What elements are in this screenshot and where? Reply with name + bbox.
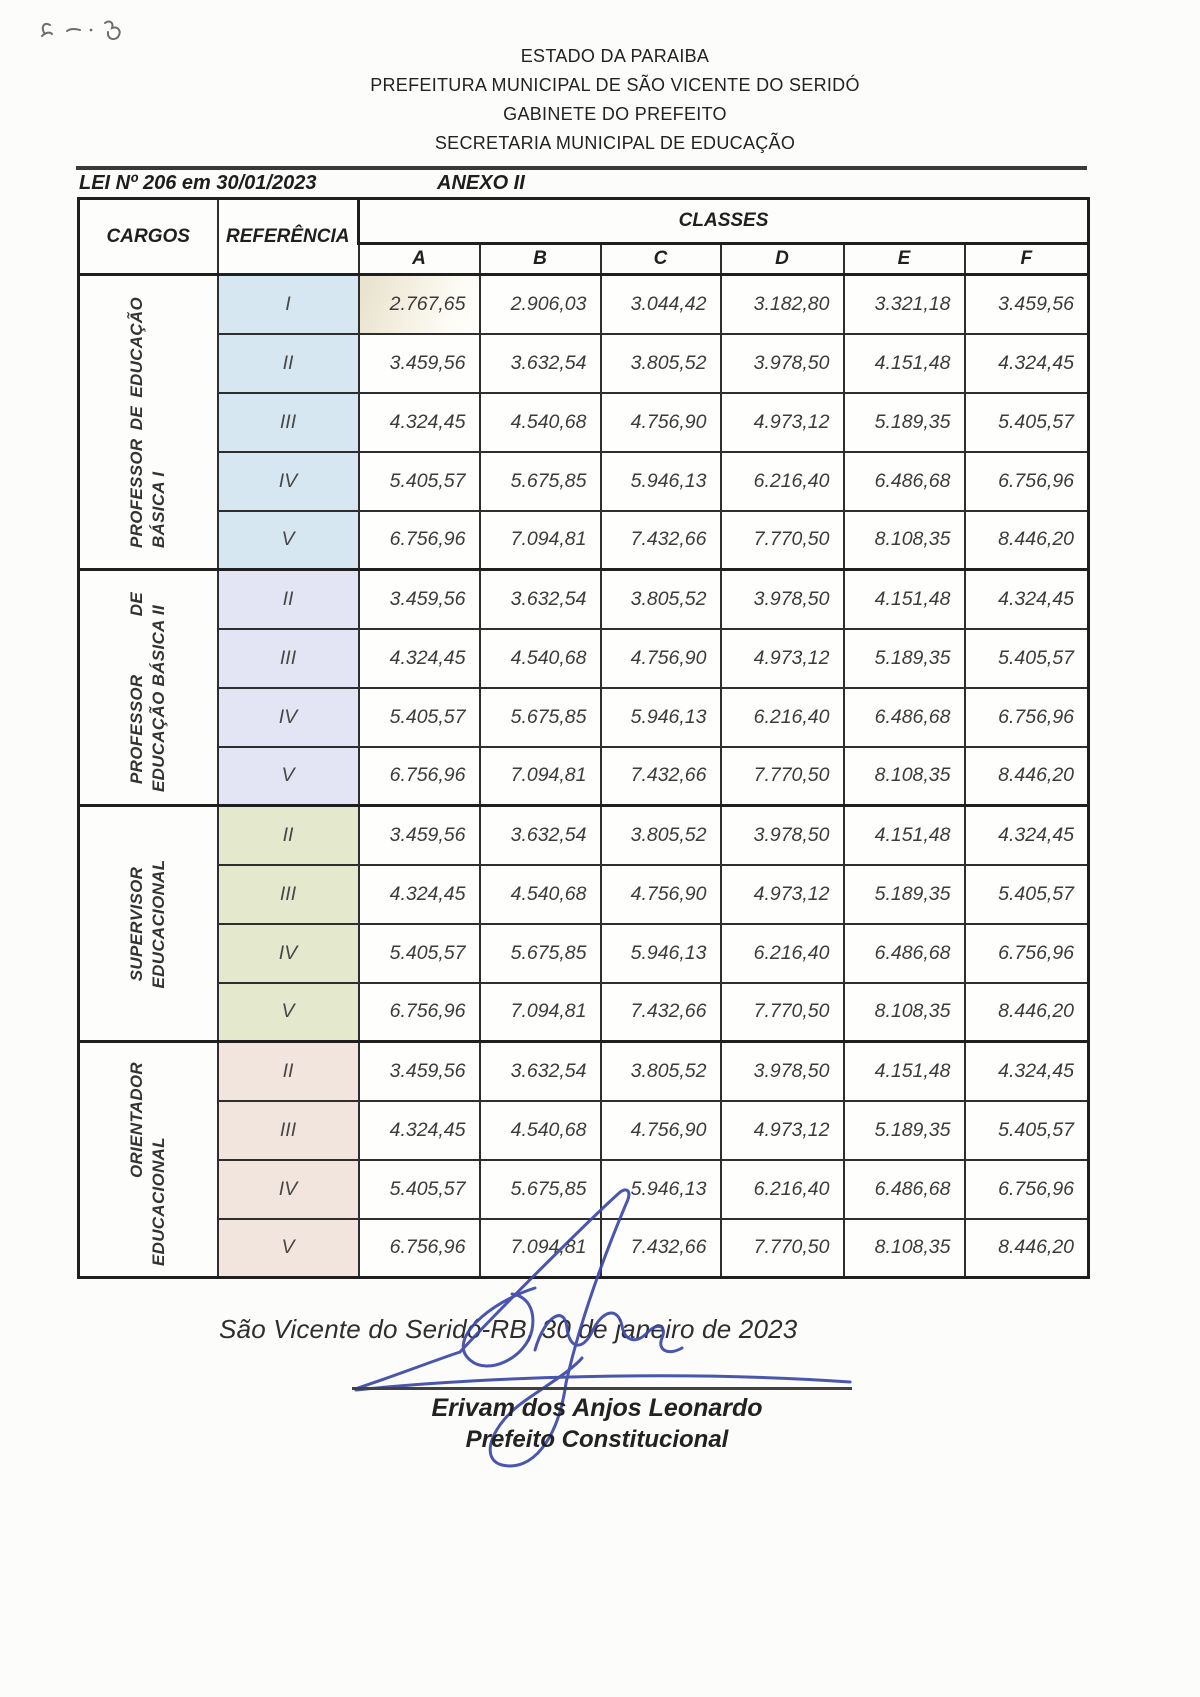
class-column-header-c: C xyxy=(601,244,721,275)
referencia-cell: II xyxy=(218,334,359,393)
salary-value-cell: 3.632,54 xyxy=(480,334,601,393)
salary-value-cell: 5.405,57 xyxy=(965,629,1089,688)
class-column-header-b: B xyxy=(480,244,601,275)
salary-value-cell: 6.216,40 xyxy=(721,924,844,983)
salary-value-cell: 3.459,56 xyxy=(359,1042,480,1101)
table-row xyxy=(79,1042,1089,1101)
salary-value-cell: 4.540,68 xyxy=(480,865,601,924)
salary-value-cell: 5.675,85 xyxy=(480,1160,601,1219)
salary-value-cell: 7.432,66 xyxy=(601,1219,721,1278)
salary-value-cell: 4.324,45 xyxy=(965,570,1089,629)
salary-value-cell: 6.486,68 xyxy=(844,452,965,511)
referencia-cell: II xyxy=(218,1042,359,1101)
cargo-rotated-label xyxy=(83,574,212,802)
cargo-cell-group-2 xyxy=(79,570,218,806)
cargo-label-line: ORIENTADOR xyxy=(126,1062,146,1179)
table-header-row-1 xyxy=(79,199,1089,244)
letterhead-line-prefeitura: PREFEITURA MUNICIPAL DE SÃO VICENTE DO SERIDÓ xyxy=(370,75,860,95)
salary-value-cell: 2.906,03 xyxy=(480,275,601,334)
salary-value-cell: 5.405,57 xyxy=(965,393,1089,452)
table-row xyxy=(79,511,1089,570)
cargo-label-line: EDUCACIONAL xyxy=(148,1137,168,1266)
salary-value-cell: 7.770,50 xyxy=(721,747,844,806)
signer-title: Prefeito Constitucional xyxy=(465,1426,729,1453)
cargo-cell-group-1 xyxy=(79,275,218,570)
salary-value-cell: 5.946,13 xyxy=(601,924,721,983)
salary-value-cell: 4.973,12 xyxy=(721,1101,844,1160)
salary-value-cell: 6.486,68 xyxy=(844,688,965,747)
salary-value-cell: 8.446,20 xyxy=(965,983,1089,1042)
salary-value-cell: 5.405,57 xyxy=(965,865,1089,924)
referencia-header: REFERÊNCIA xyxy=(218,199,359,275)
referencia-cell: III xyxy=(218,393,359,452)
salary-value-cell: 4.540,68 xyxy=(480,393,601,452)
salary-value-cell: 7.432,66 xyxy=(601,747,721,806)
salary-value-cell: 2.767,65 xyxy=(359,275,480,334)
salary-value-cell: 5.405,57 xyxy=(359,452,480,511)
salary-table xyxy=(77,197,1090,1279)
salary-value-cell: 8.108,35 xyxy=(844,747,965,806)
salary-value-cell: 5.405,57 xyxy=(359,688,480,747)
letterhead xyxy=(15,42,1200,158)
salary-value-cell: 5.946,13 xyxy=(601,1160,721,1219)
salary-value-cell: 5.189,35 xyxy=(844,1101,965,1160)
salary-value-cell: 5.405,57 xyxy=(359,924,480,983)
table-row xyxy=(79,334,1089,393)
referencia-cell: IV xyxy=(218,688,359,747)
salary-value-cell: 4.324,45 xyxy=(359,393,480,452)
salary-value-cell: 5.189,35 xyxy=(844,393,965,452)
table-row xyxy=(79,570,1089,629)
salary-value-cell: 4.151,48 xyxy=(844,806,965,865)
cargo-cell-group-3 xyxy=(79,806,218,1042)
salary-value-cell: 7.094,81 xyxy=(480,983,601,1042)
salary-value-cell: 6.486,68 xyxy=(844,924,965,983)
salary-value-cell: 5.405,57 xyxy=(359,1160,480,1219)
table-row xyxy=(79,865,1089,924)
referencia-cell: II xyxy=(218,806,359,865)
cargo-cell-group-4 xyxy=(79,1042,218,1278)
salary-value-cell: 6.216,40 xyxy=(721,452,844,511)
salary-value-cell: 8.446,20 xyxy=(965,1219,1089,1278)
letterhead-line-state: ESTADO DA PARAIBA xyxy=(520,46,710,66)
cargo-label-line: EDUCAÇÃO BÁSICA II xyxy=(148,604,168,792)
table-row xyxy=(79,629,1089,688)
salary-value-cell: 4.756,90 xyxy=(601,629,721,688)
class-column-header-a: A xyxy=(359,244,480,275)
salary-value-cell: 7.770,50 xyxy=(721,983,844,1042)
cargo-label-line: PROFESSOR DE EDUCAÇÃO xyxy=(126,297,146,548)
salary-value-cell: 3.805,52 xyxy=(601,806,721,865)
salary-value-cell: 3.805,52 xyxy=(601,570,721,629)
salary-value-cell: 4.324,45 xyxy=(965,334,1089,393)
table-row xyxy=(79,924,1089,983)
classes-header: CLASSES xyxy=(359,199,1089,244)
letterhead-line-gabinete: GABINETE DO PREFEITO xyxy=(503,104,727,124)
class-column-header-d: D xyxy=(721,244,844,275)
salary-table-wrapper xyxy=(77,197,1090,1279)
salary-value-cell: 4.151,48 xyxy=(844,1042,965,1101)
table-row xyxy=(79,747,1089,806)
salary-value-cell: 7.094,81 xyxy=(480,747,601,806)
salary-value-cell: 6.756,96 xyxy=(965,1160,1089,1219)
signer-name: Erivam dos Anjos Leonardo xyxy=(431,1394,763,1422)
salary-value-cell: 3.459,56 xyxy=(965,275,1089,334)
salary-value-cell: 4.151,48 xyxy=(844,334,965,393)
salary-value-cell: 8.108,35 xyxy=(844,511,965,570)
salary-value-cell: 3.459,56 xyxy=(359,806,480,865)
salary-value-cell: 6.756,96 xyxy=(965,688,1089,747)
salary-value-cell: 3.321,18 xyxy=(844,275,965,334)
cargo-rotated-label xyxy=(83,810,212,1038)
referencia-cell: I xyxy=(218,275,359,334)
salary-value-cell: 3.459,56 xyxy=(359,570,480,629)
salary-value-cell: 3.978,50 xyxy=(721,806,844,865)
salary-value-cell: 4.540,68 xyxy=(480,629,601,688)
salary-value-cell: 6.756,96 xyxy=(359,1219,480,1278)
horizontal-rule xyxy=(76,166,1087,170)
letterhead-line-secretaria: SECRETARIA MUNICIPAL DE EDUCAÇÃO xyxy=(434,133,796,153)
salary-value-cell: 5.675,85 xyxy=(480,924,601,983)
date-line: São Vicente do Seridó-RB, 30 de janeiro de 2023 xyxy=(219,1314,798,1344)
salary-value-cell: 7.770,50 xyxy=(721,1219,844,1278)
salary-value-cell: 3.978,50 xyxy=(721,570,844,629)
table-row xyxy=(79,393,1089,452)
referencia-cell: V xyxy=(218,511,359,570)
salary-value-cell: 4.973,12 xyxy=(721,393,844,452)
salary-value-cell: 6.756,96 xyxy=(965,452,1089,511)
salary-value-cell: 3.978,50 xyxy=(721,1042,844,1101)
salary-value-cell: 6.216,40 xyxy=(721,688,844,747)
referencia-cell: IV xyxy=(218,452,359,511)
salary-value-cell: 7.432,66 xyxy=(601,983,721,1042)
salary-value-cell: 4.324,45 xyxy=(359,865,480,924)
table-row xyxy=(79,1219,1089,1278)
salary-value-cell: 3.978,50 xyxy=(721,334,844,393)
salary-value-cell: 5.675,85 xyxy=(480,452,601,511)
salary-value-cell: 4.540,68 xyxy=(480,1101,601,1160)
table-row xyxy=(79,1160,1089,1219)
salary-value-cell: 6.756,96 xyxy=(359,747,480,806)
salary-value-cell: 8.446,20 xyxy=(965,747,1089,806)
table-row xyxy=(79,806,1089,865)
salary-value-cell: 7.432,66 xyxy=(601,511,721,570)
salary-value-cell: 5.946,13 xyxy=(601,452,721,511)
salary-value-cell: 3.805,52 xyxy=(601,334,721,393)
referencia-cell: V xyxy=(218,983,359,1042)
salary-value-cell: 8.446,20 xyxy=(965,511,1089,570)
referencia-cell: III xyxy=(218,629,359,688)
salary-value-cell: 4.973,12 xyxy=(721,629,844,688)
cargo-label-line: EDUCACIONAL xyxy=(148,859,168,989)
referencia-cell: II xyxy=(218,570,359,629)
salary-value-cell: 8.108,35 xyxy=(844,983,965,1042)
table-row xyxy=(79,688,1089,747)
class-column-header-e: E xyxy=(844,244,965,275)
referencia-cell: IV xyxy=(218,1160,359,1219)
salary-value-cell: 3.182,80 xyxy=(721,275,844,334)
salary-value-cell: 5.675,85 xyxy=(480,688,601,747)
salary-value-cell: 4.756,90 xyxy=(601,393,721,452)
table-row xyxy=(79,1101,1089,1160)
salary-value-cell: 5.946,13 xyxy=(601,688,721,747)
salary-value-cell: 3.632,54 xyxy=(480,570,601,629)
referencia-cell: III xyxy=(218,1101,359,1160)
salary-value-cell: 6.486,68 xyxy=(844,1160,965,1219)
cargos-header: CARGOS xyxy=(79,199,218,275)
referencia-cell: IV xyxy=(218,924,359,983)
table-row xyxy=(79,275,1089,334)
salary-value-cell: 7.094,81 xyxy=(480,1219,601,1278)
table-row xyxy=(79,983,1089,1042)
cargo-rotated-label xyxy=(83,279,212,566)
cargo-rotated-label xyxy=(83,1046,212,1274)
salary-value-cell: 4.151,48 xyxy=(844,570,965,629)
salary-value-cell: 8.108,35 xyxy=(844,1219,965,1278)
salary-value-cell: 3.044,42 xyxy=(601,275,721,334)
referencia-cell: III xyxy=(218,865,359,924)
cargo-label-line: BÁSICA I xyxy=(148,471,168,548)
salary-value-cell: 6.756,96 xyxy=(359,983,480,1042)
salary-value-cell: 4.324,45 xyxy=(965,1042,1089,1101)
salary-value-cell: 7.094,81 xyxy=(480,511,601,570)
salary-value-cell: 5.189,35 xyxy=(844,629,965,688)
salary-value-cell: 3.805,52 xyxy=(601,1042,721,1101)
salary-value-cell: 4.324,45 xyxy=(359,1101,480,1160)
signature-rule xyxy=(352,1387,852,1390)
salary-value-cell: 3.459,56 xyxy=(359,334,480,393)
salary-value-cell: 4.324,45 xyxy=(359,629,480,688)
referencia-cell: V xyxy=(218,1219,359,1278)
salary-value-cell: 4.756,90 xyxy=(601,1101,721,1160)
salary-value-cell: 7.770,50 xyxy=(721,511,844,570)
referencia-cell: V xyxy=(218,747,359,806)
salary-value-cell: 6.756,96 xyxy=(359,511,480,570)
cargo-label-line: PROFESSOR DE xyxy=(126,592,146,784)
class-column-header-f: F xyxy=(965,244,1089,275)
annex-label: ANEXO II xyxy=(437,172,525,194)
salary-value-cell: 5.405,57 xyxy=(965,1101,1089,1160)
salary-value-cell: 6.756,96 xyxy=(965,924,1089,983)
table-row xyxy=(79,452,1089,511)
salary-value-cell: 3.632,54 xyxy=(480,1042,601,1101)
cargo-label-line: SUPERVISOR xyxy=(126,866,146,982)
salary-value-cell: 4.324,45 xyxy=(965,806,1089,865)
salary-value-cell: 5.189,35 xyxy=(844,865,965,924)
salary-value-cell: 3.632,54 xyxy=(480,806,601,865)
law-reference: LEI Nº 206 em 30/01/2023 xyxy=(79,172,317,194)
salary-value-cell: 6.216,40 xyxy=(721,1160,844,1219)
salary-value-cell: 4.756,90 xyxy=(601,865,721,924)
salary-value-cell: 4.973,12 xyxy=(721,865,844,924)
